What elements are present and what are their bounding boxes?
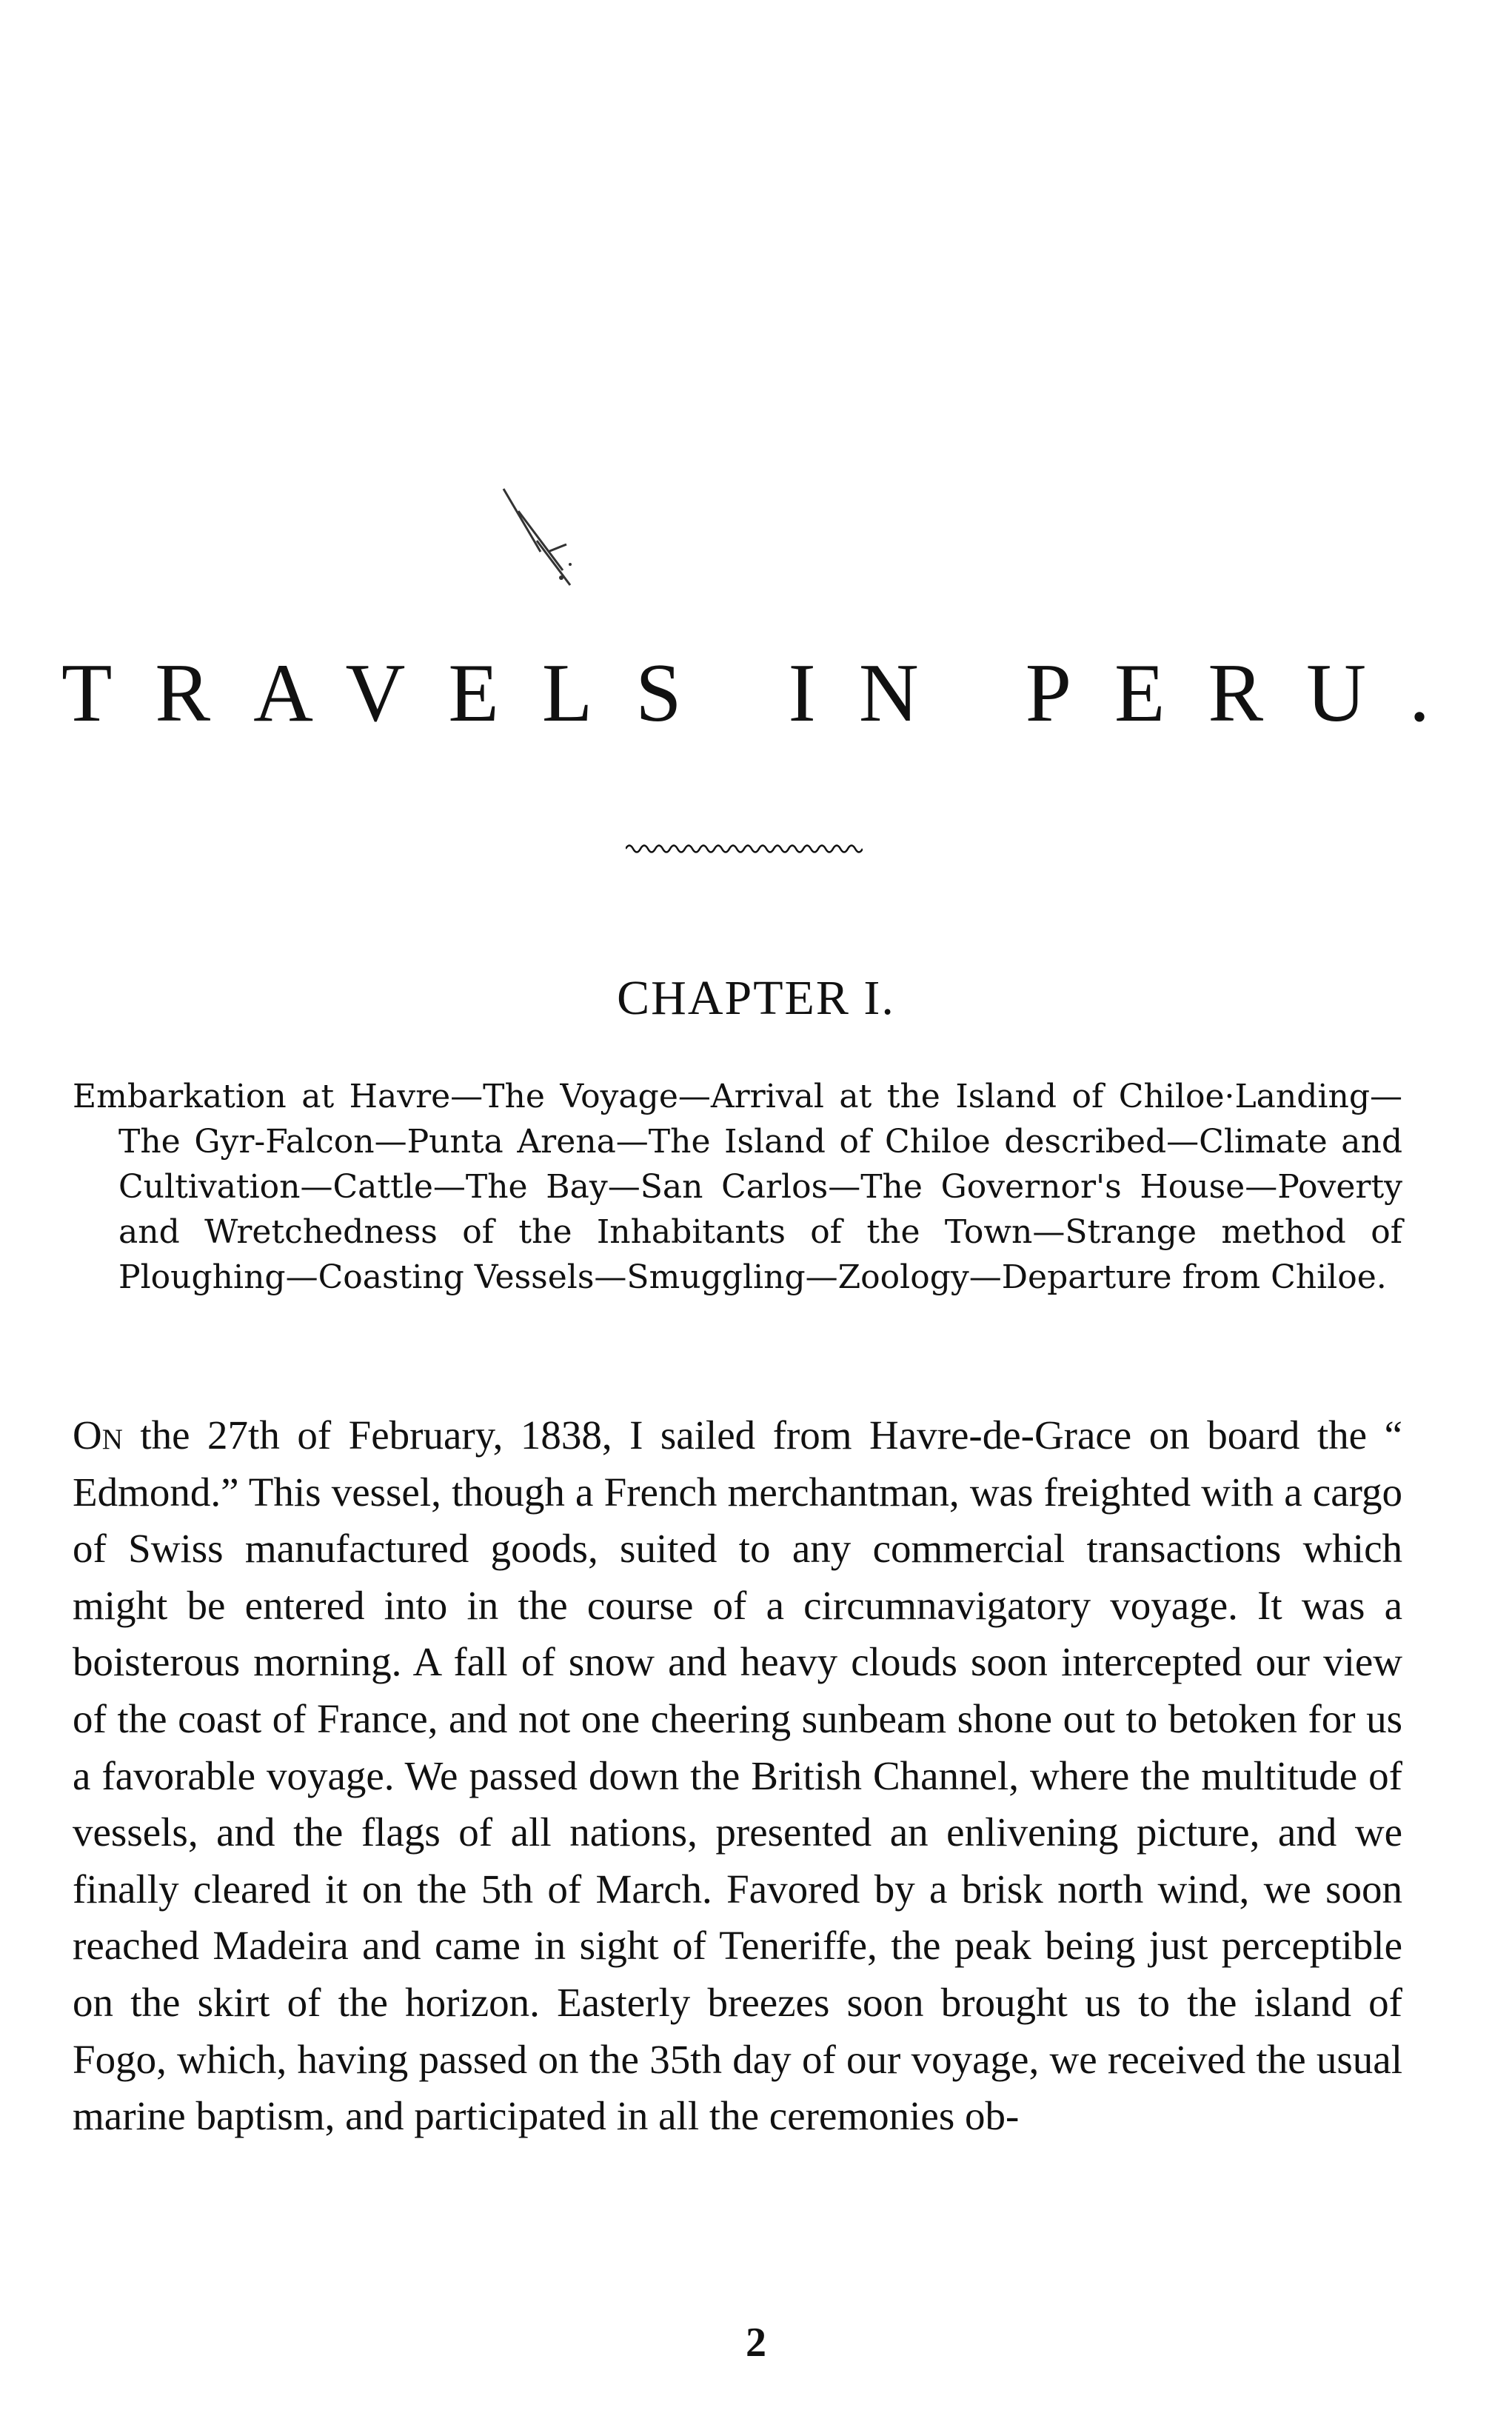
decorative-rule (626, 841, 863, 857)
paragraph-text: the 27th of February, 1838, I sailed from Havre-de-Grace on board the “ Edmond.” This vessel, though a French merchantman, was freighted with a cargo of Swiss manufactured goods, suited to any commercial transactions which might be entered into in the course of a circumnavigatory voyage. It was a boisterous morning. A fall of snow and heavy clouds soon intercepted our view of the coast of France, and not one cheering sunbeam shone out to betoken for us a favorable voyage. We passed down the British Channel, where the multitude of vessels, and the flags of all nations, presented an enlivening picture, and we finally cleared it on the 5th of March. Favored by a brisk north wind, we soon reached Madeira and came in sight of Teneriffe, the peak being just perceptible on the skirt of the horizon. Easterly breezes soon brought us to the island of Fogo, which, having passed on the 35th day of our voyage, we received the usual marine baptism, and participated in all the ceremonies ob- (73, 1412, 1402, 2139)
paragraph-initial: On (73, 1412, 123, 1458)
chapter-summary: Embarkation at Havre—The Voyage—Arrival at the Island of Chiloe·Landing—The Gyr-Falcon—Punta Arena—The Island of Chiloe described—Climate and Cultivation—Cattle—The Bay—San Carlos—The Governor's House—Poverty and Wretchedness of the Inhabitants of the Town—Strange method of Ploughing—Coasting Vessels—Smuggling—Zoology—Departure from Chiloe. (73, 1078, 1402, 1296)
chapter-heading: CHAPTER I. (617, 971, 895, 1025)
book-title: TRAVELS IN PERU. (61, 647, 1473, 739)
body-paragraph (73, 1407, 1402, 2145)
ink-smudge-mark (496, 481, 585, 593)
page-number: 2 (746, 2320, 766, 2366)
